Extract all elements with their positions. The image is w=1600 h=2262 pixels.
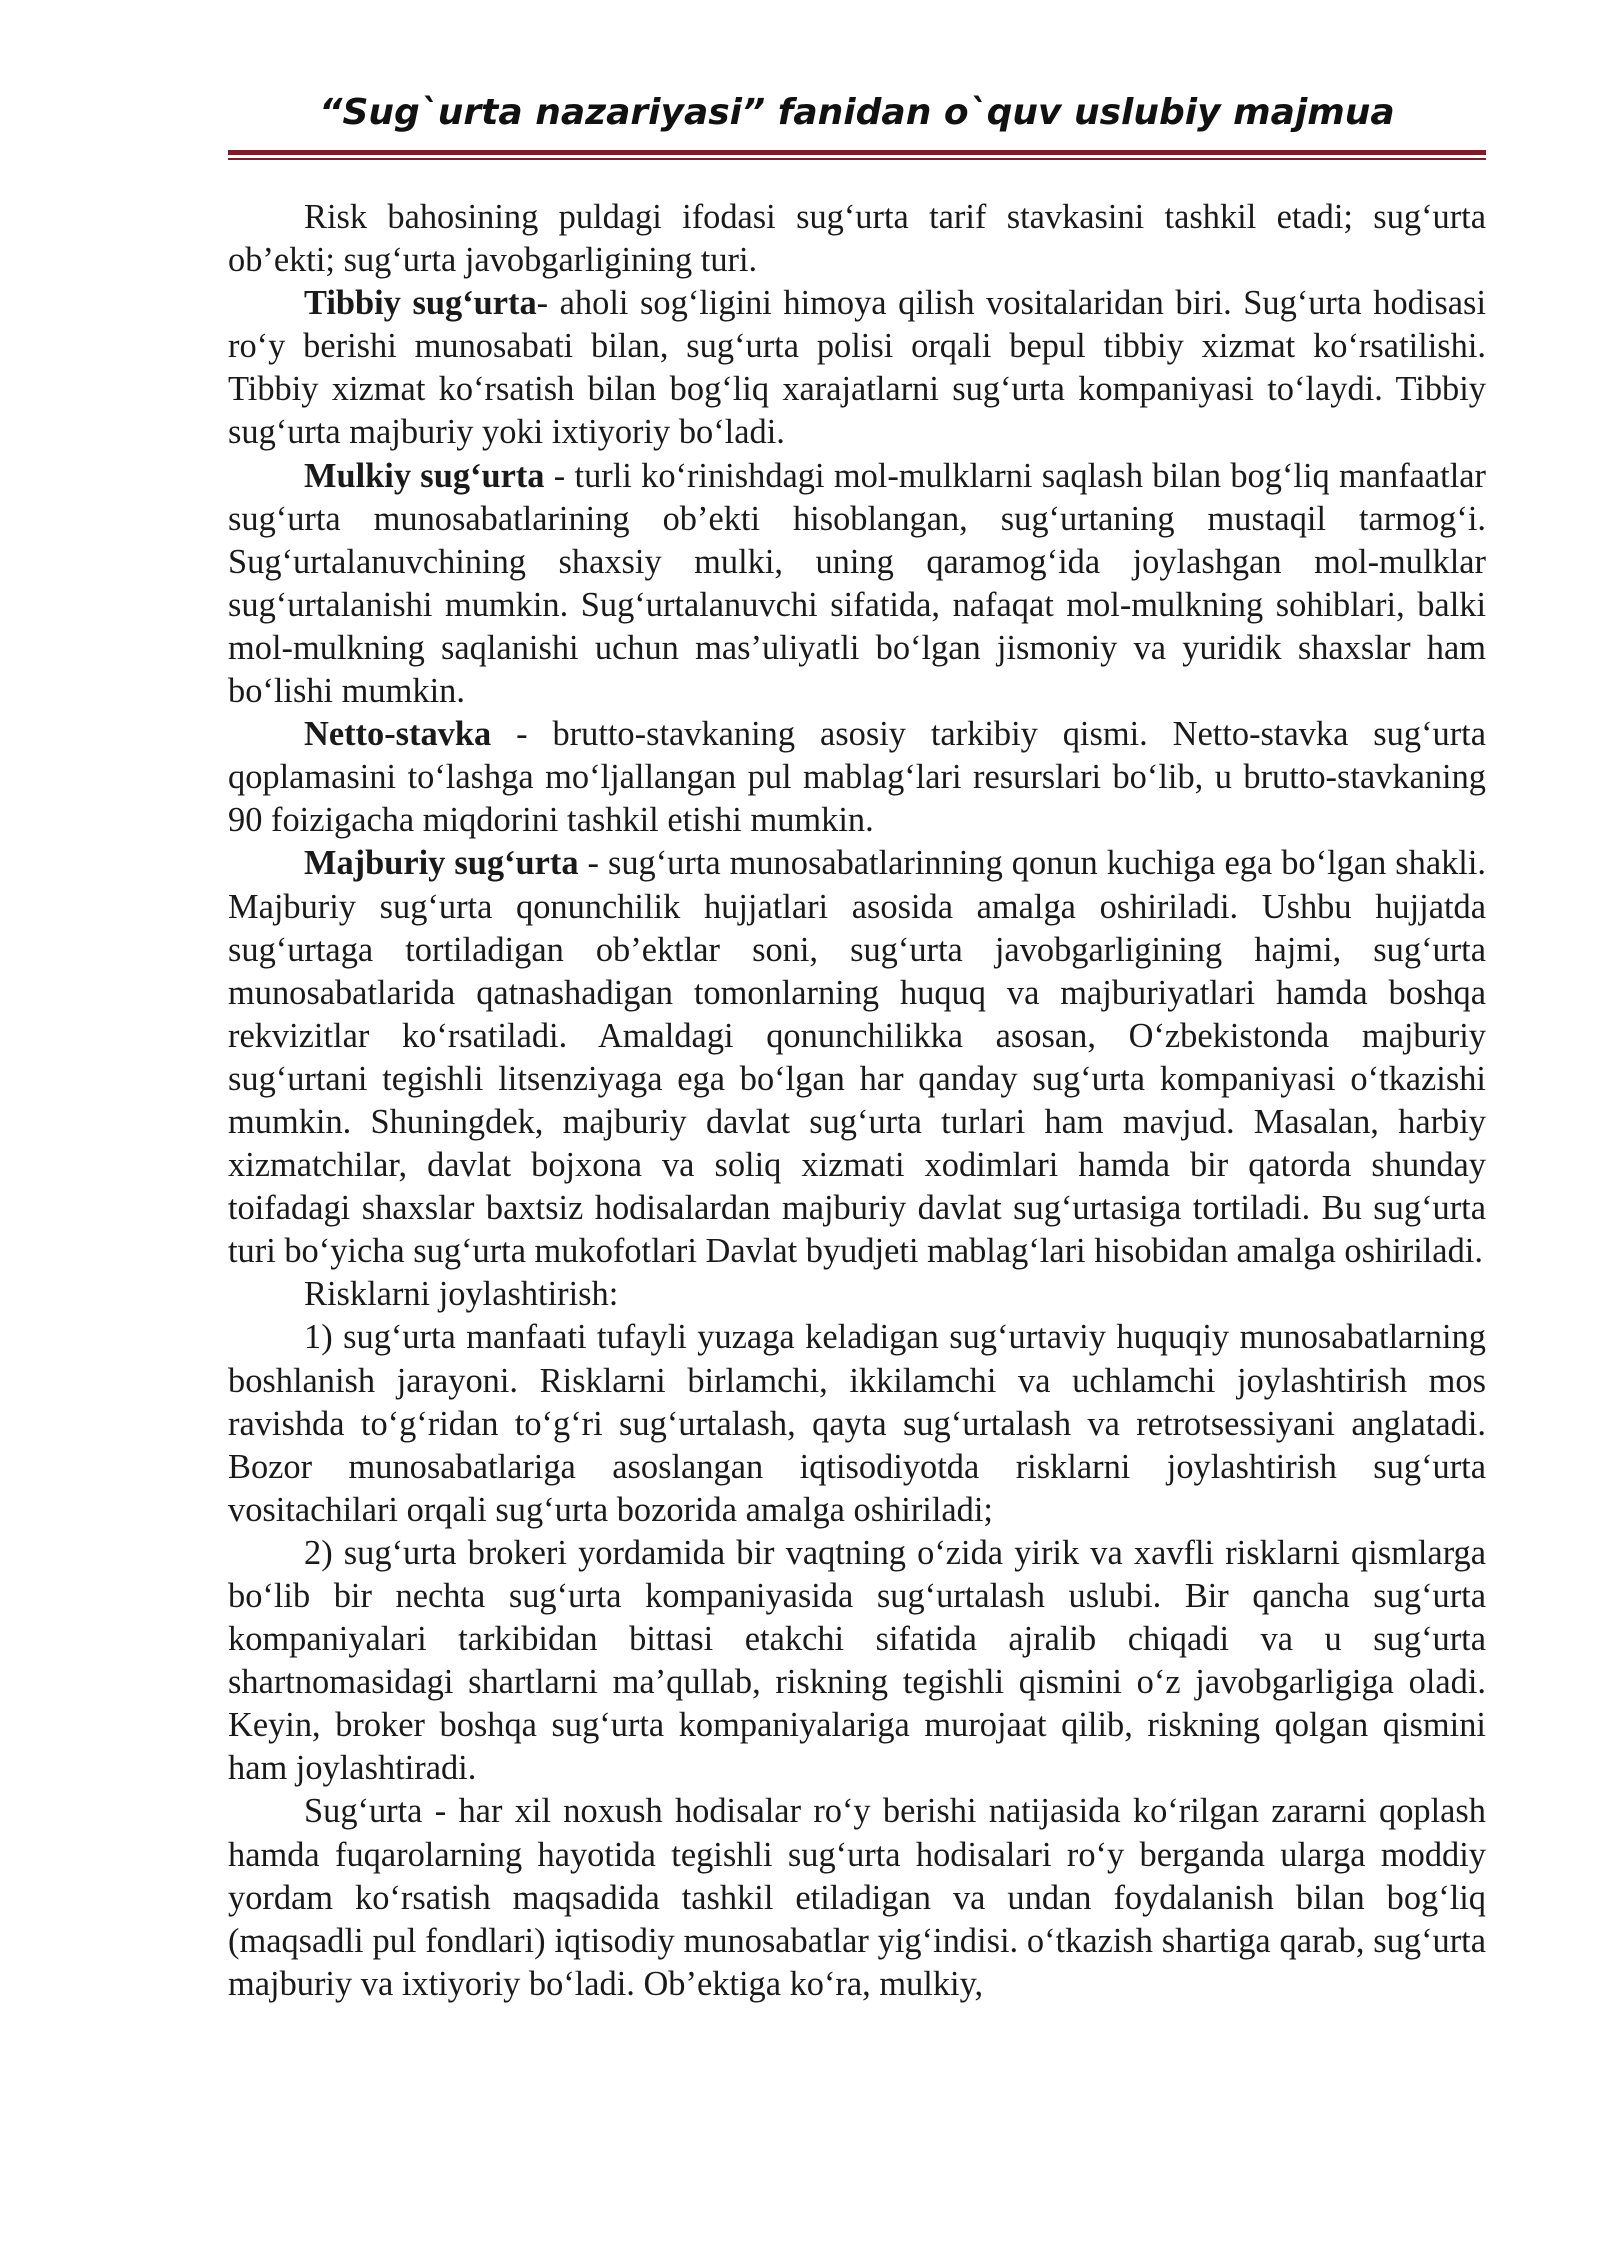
paragraph-term: Mulkiy sug‘urta (304, 456, 545, 495)
paragraph-item-2 (228, 1532, 1486, 1791)
header-rule-thin (228, 158, 1486, 160)
paragraph-netto-stavka (228, 713, 1486, 842)
paragraph-sugurta (228, 1790, 1486, 2005)
paragraph-term: Tibbiy sug‘urta (304, 284, 537, 323)
paragraph-tibbiy-sugurta (228, 282, 1486, 454)
paragraph-text: - turli ko‘rinishdagi mol-mulklarni saqlash bilan bog‘liq manfaatlar sug‘urta munosabatlarining ob’ekti hisoblangan, sug‘urtaning mustaqil tarmog‘i. Sug‘urtalanuvchining shaxsiy mulki, uning qaramog‘ida joylashgan mol-mulklar sug‘urtalanishi mumkin. Sug‘urtalanuvchi sifatida, nafaqat mol-mulkning sohiblari, balki mol-mulkning saqlanishi uchun mas’uliyatli bo‘lgan jismoniy va yuridik shaxslar ham bo‘lishi mumkin. (228, 456, 1486, 711)
paragraph-mulkiy-sugurta (228, 455, 1486, 714)
paragraph-item-1 (228, 1316, 1486, 1531)
paragraph-text: 1) sug‘urta manfaati tufayli yuzaga keladigan sug‘urtaviy huquqiy munosabatlarning boshlanish jarayoni. Risklarni birlamchi, ikkilamchi va uchlamchi joylashtirish mos ravishda to‘g‘ridan to‘g‘ri sug‘urtalash, qayta sug‘urtalash va retrotsessiyani anglatadi. Bozor munosabatlariga asoslangan iqtisodiyotda risklarni joylashtirish sug‘urta vositachilari orqali sug‘urta bozorida amalga oshiriladi; (228, 1318, 1486, 1529)
paragraph-term: Majburiy sug‘urta (304, 844, 579, 883)
paragraph-text: Risk bahosining puldagi ifodasi sug‘urta tarif stavkasini tashkil etadi; sug‘urta ob’ekti; sug‘urta javobgarligining turi. (228, 198, 1486, 280)
paragraph-text: 2) sug‘urta brokeri yordamida bir vaqtning o‘zida yirik va xavfli risklarni qismlarga bo‘lib bir nechta sug‘urta kompaniyasida sug‘urtalash uslubi. Bir qancha sug‘urta kompaniyalari tarkibidan bittasi etakchi sifatida ajralib chiqadi va u sug‘urta shartnomasidagi shartlarni ma’qullab, riskning tegishli qismini o‘z javobgarligiga oladi. Keyin, broker boshqa sug‘urta kompaniyalariga murojaat qilib, riskning qolgan qismini ham joylashtiradi. (228, 1533, 1486, 1788)
paragraph-risklarni-joylashtirish (228, 1273, 1486, 1316)
paragraph-text: - brutto-stavkaning asosiy tarkibiy qismi. Netto-stavka sug‘urta qoplamasini to‘lashga mo‘ljallangan pul mablag‘lari resurslari bo‘lib, u brutto-stavkaning 90 foizigacha miqdorini tashkil etishi mumkin. (228, 715, 1486, 840)
paragraph-text: - sug‘urta munosabatlarinning qonun kuchiga ega bo‘lgan shakli. Majburiy sug‘urta qonunchilik hujjatlari asosida amalga oshiriladi. Ushbu hujjatda sug‘urtaga tortiladigan ob’ektlar soni, sug‘urta javobgarligining hajmi, sug‘urta munosabatlarida qatnashadigan tomonlarning huquq va majburiyatlari hamda boshqa rekvizitlar ko‘rsatiladi. Amaldagi qonunchilikka asosan, O‘zbekistonda majburiy sug‘urtani tegishli litsenziyaga ega bo‘lgan har qanday sug‘urta kompaniyasi o‘tkazishi mumkin. Shuningdek, majburiy davlat sug‘urta turlari ham mavjud. Masalan, harbiy xizmatchilar, davlat bojxona va soliq xizmati xodimlari hamda bir qatorda shunday toifadagi shaxslar baxtsiz hodisalardan majburiy davlat sug‘urtasiga tortiladi. Bu sug‘urta turi bo‘yicha sug‘urta mukofotlari Davlat byudjeti mablag‘lari hisobidan amalga oshiriladi. (228, 844, 1486, 1271)
paragraph-majburiy-sugurta (228, 842, 1486, 1273)
paragraph-text: Sug‘urta - har xil noxush hodisalar ro‘y berishi natijasida ko‘rilgan zararni qoplash hamda fuqarolarning hayotida tegishli sug‘urta hodisalari ro‘y berganda ularga moddiy yordam ko‘rsatish maqsadida tashkil etiladigan va undan foydalanish bilan bog‘liq (maqsadli pul fondlari) iqtisodiy munosabatlar yig‘indisi. o‘tkazish shartiga qarab, sug‘urta majburiy va ixtiyoriy bo‘ladi. Ob’ektiga ko‘ra, mulkiy, (228, 1792, 1486, 2003)
page-header-title: “Sug`urta nazariyasi” fanidan o`quv uslubiy majmua (319, 92, 1395, 133)
paragraph-term: Netto-stavka (304, 715, 492, 754)
paragraph-text: - aholi sog‘ligini himoya qilish vositalaridan biri. Sug‘urta hodisasi ro‘y berishi munosabati bilan, sug‘urta polisi orqali bepul tibbiy xizmat ko‘rsatilishi. Tibbiy xizmat ko‘rsatish bilan bog‘liq xarajatlarni sug‘urta kompaniyasi to‘laydi. Tibbiy sug‘urta majburiy yoki ixtiyoriy bo‘ladi. (228, 284, 1486, 452)
header-rule-thick (228, 150, 1486, 155)
paragraph-risk-bahosi (228, 196, 1486, 282)
paragraph-text: Risklarni joylashtirish: (304, 1275, 619, 1314)
document-body (228, 196, 1486, 2006)
